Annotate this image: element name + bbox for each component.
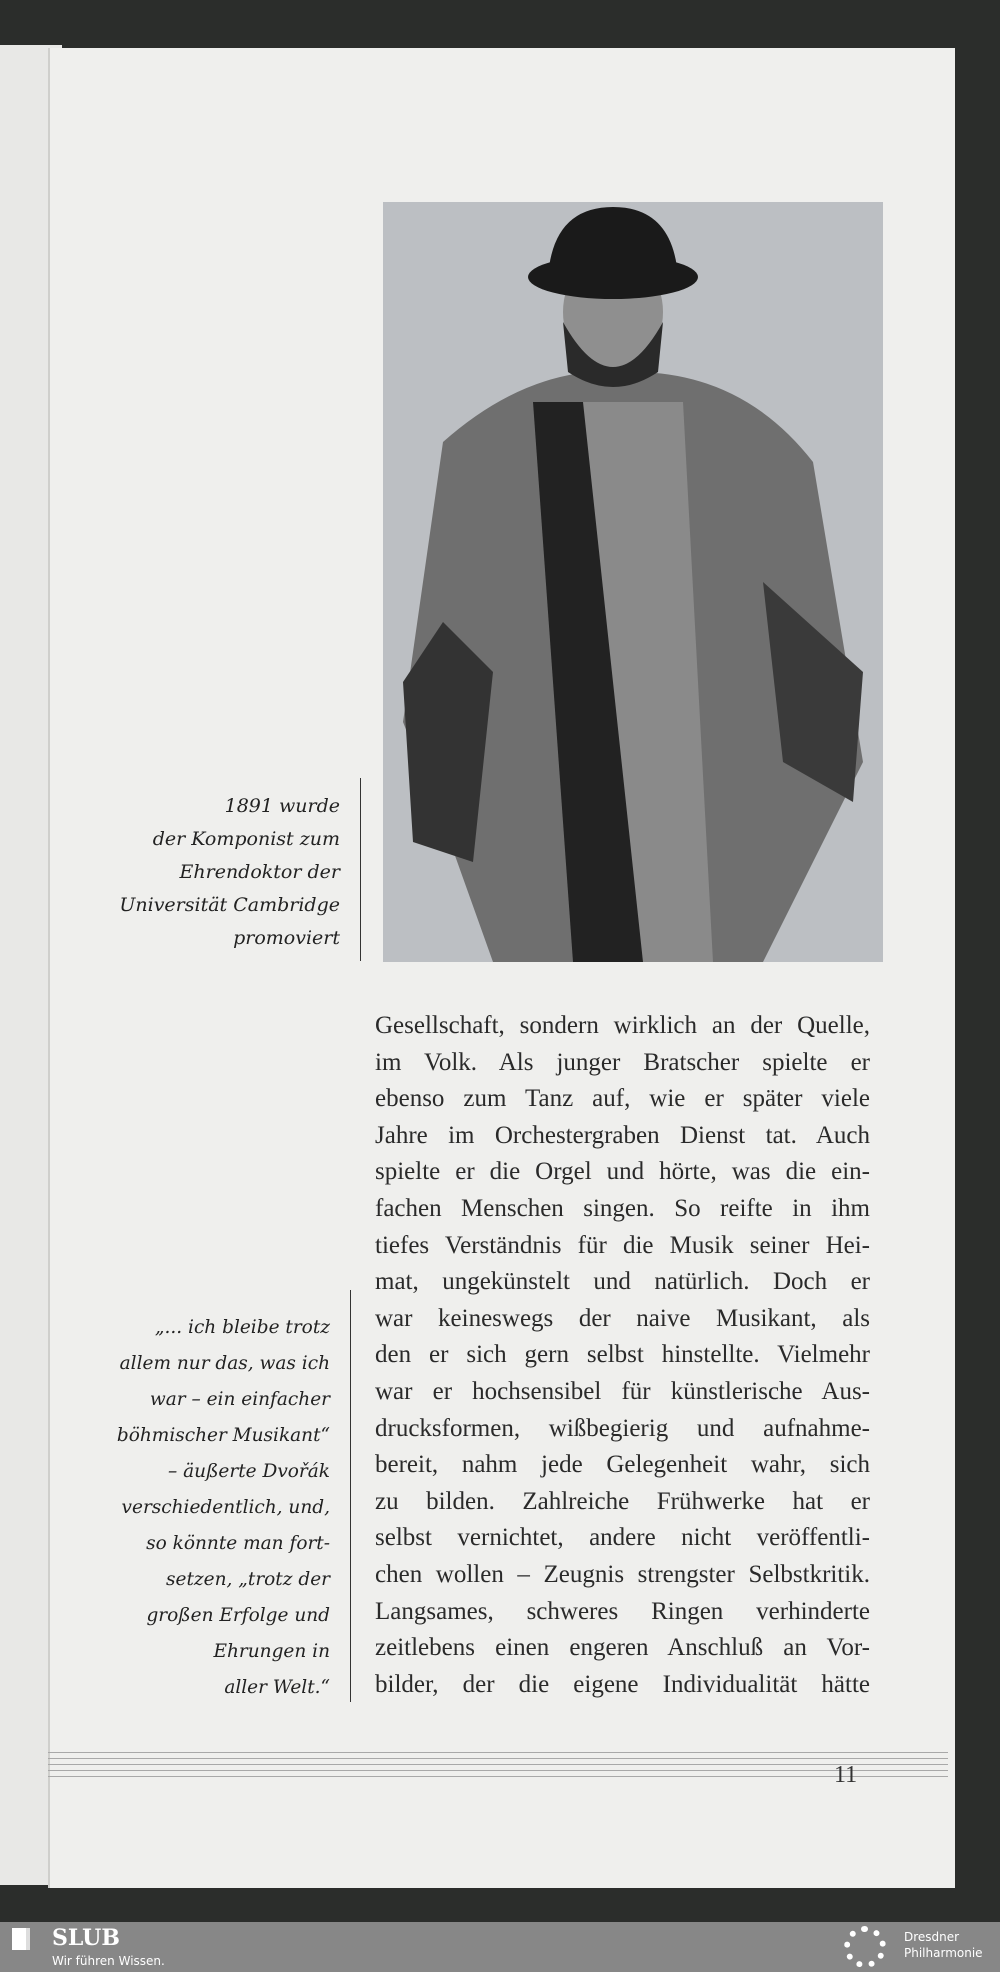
quote-line: war – ein einfacher <box>149 1389 330 1410</box>
body-line: war er hochsensibel für künstlerische Aus- <box>375 1377 870 1405</box>
quote-line: aller Welt.“ <box>224 1677 330 1698</box>
body-line: Jahre im Orchestergraben Dienst tat. Auch <box>375 1121 870 1149</box>
quote-line: verschiedentlich, und, <box>121 1497 330 1518</box>
philharmonie-line1: Dresdner <box>904 1930 960 1944</box>
quote-line: setzen, „trotz der <box>166 1569 330 1590</box>
body-line: Gesellschaft, sondern wirklich an der Quelle, <box>375 1012 870 1039</box>
quote-line: großen Erfolge und <box>146 1605 330 1626</box>
body-line: bilder, der die eigene Individualität hätte <box>375 1670 870 1698</box>
caption-line: 1891 wurde <box>224 795 340 817</box>
body-line: zu bilden. Zahlreiche Frühwerke hat er <box>375 1487 870 1515</box>
body-line: war keineswegs der naive Musikant, als <box>375 1304 870 1332</box>
body-line: zeitlebens einen engeren Anschluß an Vor- <box>375 1634 870 1662</box>
slub-book-icon <box>12 1928 30 1950</box>
caption-line: promoviert <box>233 927 340 949</box>
quote-line: Ehrungen in <box>213 1641 330 1662</box>
slub-tagline: Wir führen Wissen. <box>52 1954 165 1968</box>
caption-divider <box>360 778 361 961</box>
body-line: den er sich gern selbst hinstellte. Vielmehr <box>375 1341 870 1369</box>
body-text <box>375 1008 870 1703</box>
quote-line: – äußerte Dvořák <box>168 1461 330 1482</box>
body-line: selbst vernichtet, andere nicht veröffentli- <box>375 1524 870 1552</box>
slub-logo[interactable]: SLUB <box>52 1925 120 1951</box>
page-number: 11 <box>834 1762 858 1788</box>
body-line: spielte er die Orgel und hörte, was die ein- <box>375 1158 870 1186</box>
caption-line: Ehrendoktor der <box>179 861 340 883</box>
body-line: Langsames, schweres Ringen verhinderte <box>375 1597 870 1625</box>
caption-line: der Komponist zum <box>152 828 340 850</box>
body-line: bereit, nahm jede Gelegenheit wahr, sich <box>375 1451 870 1479</box>
body-line: fachen Menschen singen. So reifte in ihm <box>375 1194 870 1222</box>
viewer-footer <box>0 1922 1000 1972</box>
quote-divider <box>350 1290 351 1702</box>
footer-rules <box>48 1752 948 1792</box>
body-line: tiefes Verständnis für die Musik seiner Hei- <box>375 1231 870 1259</box>
body-line: drucksformen, wißbegierig und aufnahme- <box>375 1414 870 1442</box>
philharmonie-logo-icon <box>844 1926 886 1968</box>
quote-line: „... ich bleibe trotz <box>154 1317 330 1338</box>
caption-line: Universität Cambridge <box>119 894 340 916</box>
body-line: ebenso zum Tanz auf, wie er später viele <box>375 1085 870 1113</box>
quote-line: allem nur das, was ich <box>119 1353 330 1374</box>
philharmonie-line2: Philharmonie <box>904 1946 983 1960</box>
portrait-photo <box>383 202 883 962</box>
sidebar-quote <box>90 1310 330 1706</box>
quote-line: böhmischer Musikant“ <box>116 1425 330 1446</box>
body-line: im Volk. Als junger Bratscher spielte er <box>375 1048 870 1076</box>
quote-line: so könnte man fort- <box>146 1533 330 1554</box>
photo-caption <box>110 790 340 955</box>
body-line: mat, ungekünstelt und natürlich. Doch er <box>375 1268 870 1296</box>
body-line: chen wollen – Zeugnis strengster Selbstkritik. <box>375 1560 870 1588</box>
